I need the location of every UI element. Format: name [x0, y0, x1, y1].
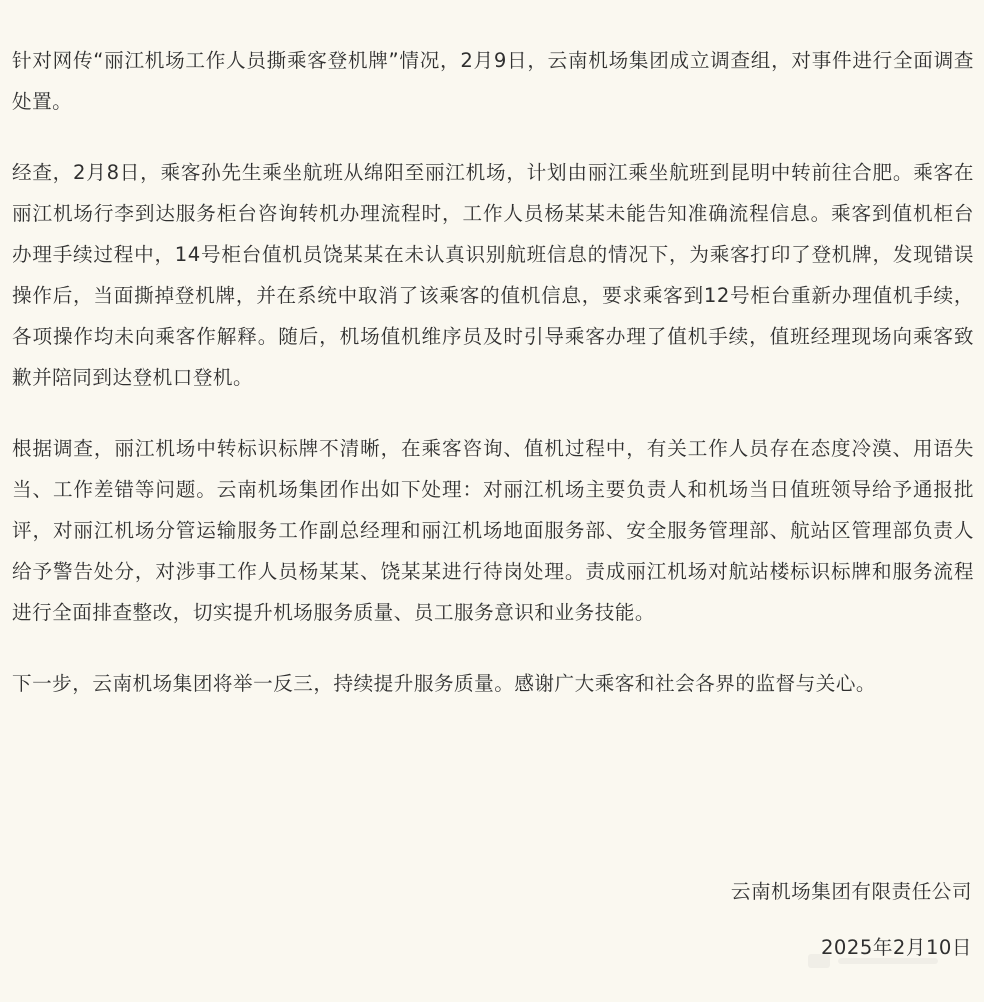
signature-organization: 云南机场集团有限责任公司	[730, 880, 972, 903]
paragraph-intro: 针对网传“丽江机场工作人员撕乘客登机牌”情况，2月9日，云南机场集团成立调查组，对事件进行全面调查处置。	[12, 49, 974, 113]
paragraph-investigation-findings: 经查，2月8日，乘客孙先生乘坐航班从绵阳至丽江机场，计划由丽江乘坐航班到昆明中转前往合肥。乘客在丽江机场行李到达服务柜台咨询转机办理流程时，工作人员杨某某未能告知准确流程信息。乘客到值机柜台办理手续过程中，14号柜台值机员饶某某在未认真识别航班信息的情况下，为乘客打印了登机牌，发现错误操作后，当面撕掉登机牌，并在系统中取消了该乘客的值机信息，要求乘客到12号柜台重新办理值机手续，各项操作均未向乘客作解释。随后，机场值机维序员及时引导乘客办理了值机手续，值班经理现场向乘客致歉并陪同到达登机口登机。	[12, 161, 974, 389]
paragraph-disciplinary-actions: 根据调查，丽江机场中转标识标牌不清晰，在乘客咨询、值机过程中，有关工作人员存在态度冷漠、用语失当、工作差错等问题。云南机场集团作出如下处理：对丽江机场主要负责人和机场当日值班领导给予通报批评，对丽江机场分管运输服务工作副总经理和丽江机场地面服务部、安全服务管理部、航站区管理部负责人给予警告处分，对涉事工作人员杨某某、饶某某进行待岗处理。责成丽江机场对航站楼标识标牌和服务流程进行全面排查整改，切实提升机场服务质量、员工服务意识和业务技能。	[12, 437, 974, 624]
signature-date: 2025年2月10日	[820, 936, 972, 959]
watermark-mark	[808, 950, 948, 972]
statement-body	[12, 40, 974, 734]
paragraph-next-steps: 下一步，云南机场集团将举一反三，持续提升服务质量。感谢广大乘客和社会各界的监督与关心。	[12, 672, 877, 695]
